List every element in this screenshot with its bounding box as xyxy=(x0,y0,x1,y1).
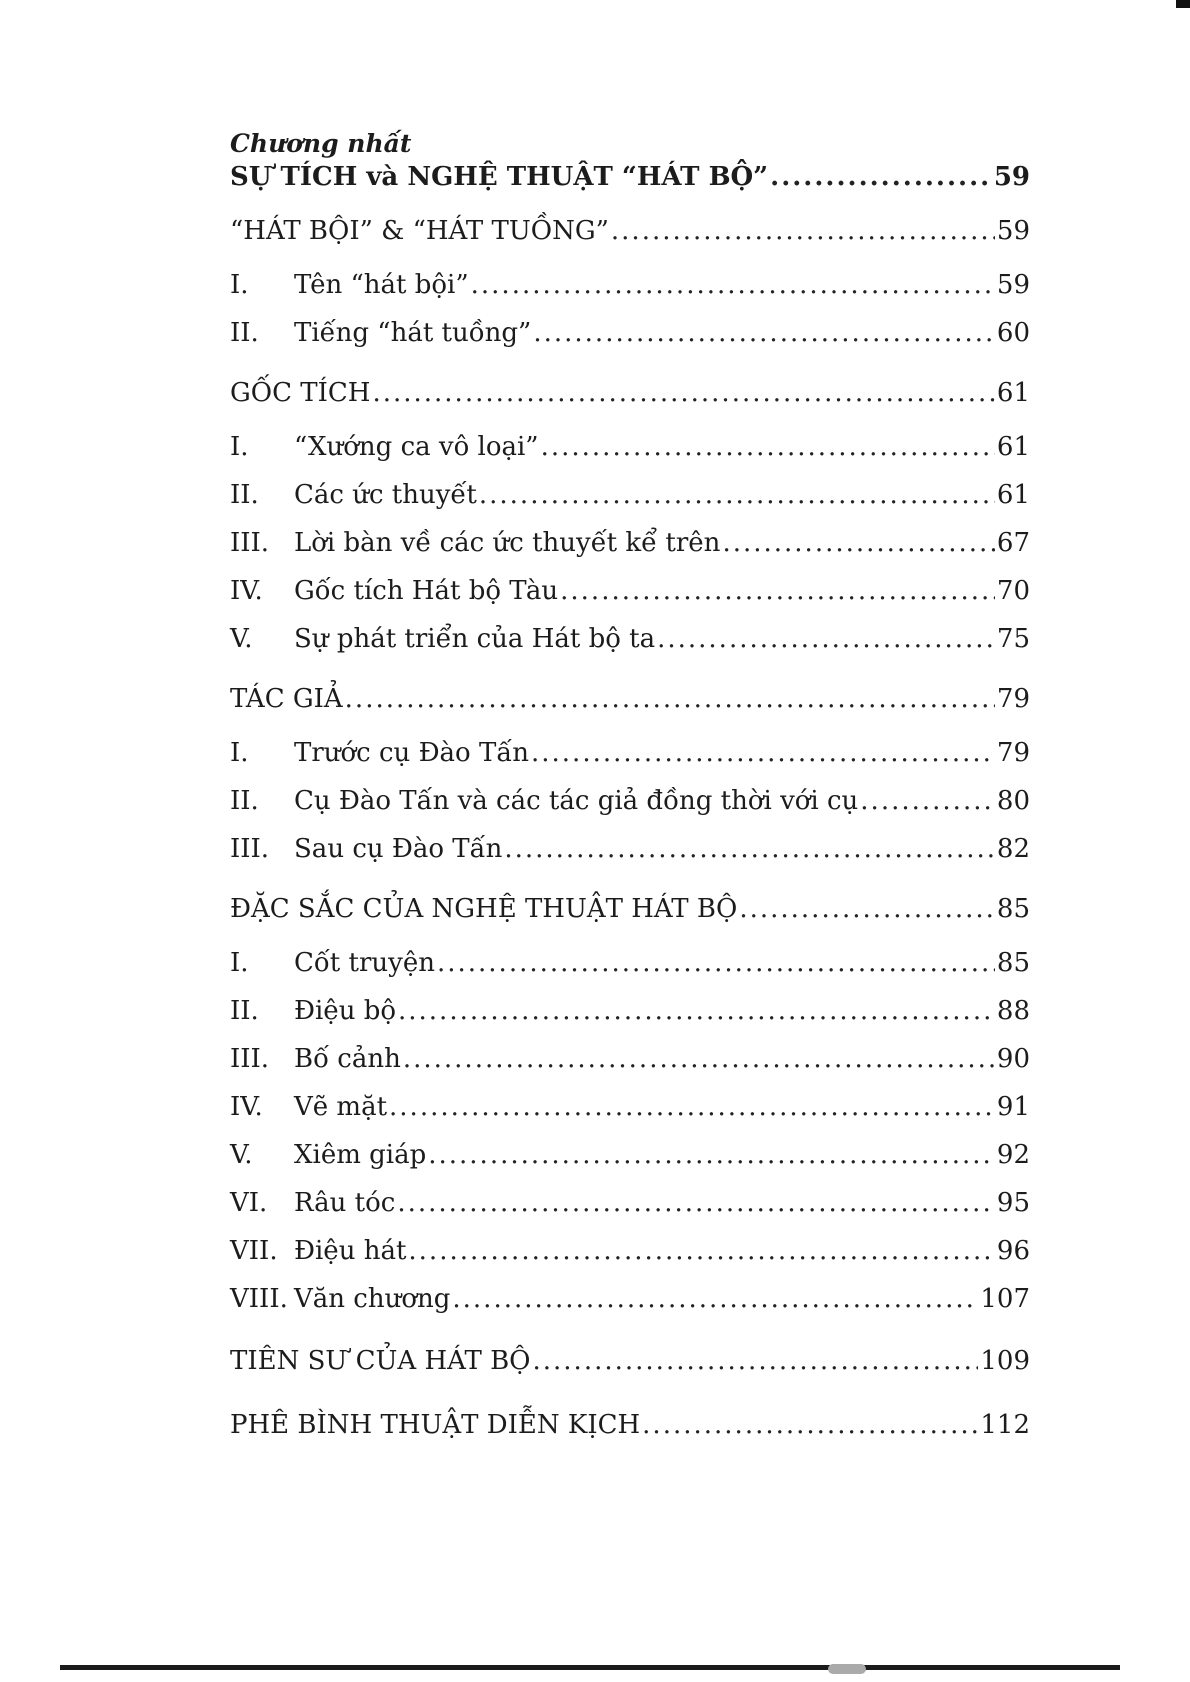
item-number: IV. xyxy=(230,1092,263,1122)
toc-entry-row xyxy=(230,268,1030,302)
dot-leader xyxy=(533,1344,979,1378)
item-number: VII. xyxy=(230,1236,278,1266)
dot-leader xyxy=(722,526,994,560)
page-number: 59 xyxy=(993,162,1030,192)
dot-leader xyxy=(533,316,995,350)
section-title: TIÊN SƯ CỦA HÁT BỘ xyxy=(230,1346,531,1376)
item-number: V. xyxy=(230,1140,253,1170)
item-title: Râu tóc xyxy=(294,1188,396,1218)
item-title: Tiếng “hát tuồng” xyxy=(294,318,532,348)
page-number: 92 xyxy=(996,1140,1030,1170)
item-title: Vẽ mặt xyxy=(294,1092,388,1122)
page-number: 79 xyxy=(996,684,1030,714)
toc-entry-row xyxy=(230,574,1030,608)
dot-leader xyxy=(408,1234,995,1268)
page-number: 109 xyxy=(980,1346,1030,1376)
item-title: Điệu hát xyxy=(294,1236,407,1266)
section-row xyxy=(230,376,1030,410)
toc-entry-row xyxy=(230,1090,1030,1124)
dot-leader xyxy=(403,1042,995,1076)
page-corner-mark xyxy=(1176,0,1190,8)
page-number: 95 xyxy=(996,1188,1030,1218)
section-row xyxy=(230,214,1030,248)
page-bottom-edge xyxy=(60,1665,1120,1670)
item-number: II. xyxy=(230,786,259,816)
toc-entry-row xyxy=(230,736,1030,770)
page-number: 61 xyxy=(996,432,1030,462)
dot-leader xyxy=(398,994,995,1028)
item-title: Sự phát triển của Hát bộ ta xyxy=(294,624,656,654)
dot-leader xyxy=(504,832,995,866)
toc-entry-row xyxy=(230,946,1030,980)
item-number: III. xyxy=(230,834,270,864)
section-title: “HÁT BỘI” & “HÁT TUỒNG” xyxy=(230,216,609,246)
page-number: 82 xyxy=(996,834,1030,864)
item-title: Cốt truyện xyxy=(294,948,435,978)
toc-entry-row xyxy=(230,316,1030,350)
toc-entry-row xyxy=(230,1042,1030,1076)
section-row xyxy=(230,682,1030,716)
page-number: 90 xyxy=(996,1044,1030,1074)
item-number: II. xyxy=(230,318,259,348)
item-number: VI. xyxy=(230,1188,268,1218)
chapter-title: SỰ TÍCH và NGHỆ THUẬT “HÁT BỘ” xyxy=(230,162,769,192)
dot-leader xyxy=(770,160,992,194)
dot-leader xyxy=(437,946,995,980)
page-number: 88 xyxy=(996,996,1030,1026)
item-title: Trước cụ Đào Tấn xyxy=(294,738,529,768)
item-title: “Xướng ca vô loại” xyxy=(294,432,539,462)
toc-entry-row xyxy=(230,526,1030,560)
dot-leader xyxy=(860,784,995,818)
page-number: 85 xyxy=(996,948,1030,978)
item-number: VIII. xyxy=(230,1284,288,1314)
item-title: Các ức thuyết xyxy=(294,480,477,510)
page-number: 85 xyxy=(996,894,1030,924)
dot-leader xyxy=(531,736,995,770)
dot-leader xyxy=(389,1090,995,1124)
page-number: 80 xyxy=(996,786,1030,816)
dot-leader xyxy=(345,682,995,716)
section-title: PHÊ BÌNH THUẬT DIỄN KỊCH xyxy=(230,1410,641,1440)
item-number: V. xyxy=(230,624,253,654)
item-number: III. xyxy=(230,528,270,558)
item-title: Xiêm giáp xyxy=(294,1140,427,1170)
page-number: 59 xyxy=(996,216,1030,246)
page-number: 96 xyxy=(996,1236,1030,1266)
dot-leader xyxy=(452,1282,978,1316)
toc-entry-row xyxy=(230,994,1030,1028)
item-number: I. xyxy=(230,270,249,300)
toc-entry-row xyxy=(230,1138,1030,1172)
section-title: TÁC GIẢ xyxy=(230,684,343,714)
dot-leader xyxy=(611,214,995,248)
item-title: Văn chương xyxy=(294,1284,451,1314)
item-title: Sau cụ Đào Tấn xyxy=(294,834,503,864)
page-number: 61 xyxy=(996,480,1030,510)
page-number: 67 xyxy=(996,528,1030,558)
dot-leader xyxy=(471,268,995,302)
toc-entry-row xyxy=(230,1234,1030,1268)
dot-leader xyxy=(479,478,995,512)
dot-leader xyxy=(657,622,995,656)
chapter-title-row xyxy=(230,160,1030,194)
dot-leader xyxy=(560,574,995,608)
item-title: Cụ Đào Tấn và các tác giả đồng thời với cụ xyxy=(294,786,859,816)
toc-entry-row xyxy=(230,430,1030,464)
dot-leader xyxy=(739,892,995,926)
toc-entry-row xyxy=(230,478,1030,512)
section-list xyxy=(230,214,1030,1442)
section-title: GỐC TÍCH xyxy=(230,378,371,408)
item-number: I. xyxy=(230,738,249,768)
toc-entry-row xyxy=(230,832,1030,866)
page-number: 79 xyxy=(996,738,1030,768)
section-row xyxy=(230,892,1030,926)
item-title: Gốc tích Hát bộ Tàu xyxy=(294,576,559,606)
section-title: ĐẶC SẮC CỦA NGHỆ THUẬT HÁT BỘ xyxy=(230,894,738,924)
item-title: Tên “hát bội” xyxy=(294,270,469,300)
toc-entry-row xyxy=(230,622,1030,656)
section-row xyxy=(230,1408,1030,1442)
dot-leader xyxy=(428,1138,995,1172)
item-number: II. xyxy=(230,996,259,1026)
page-number: 75 xyxy=(996,624,1030,654)
item-number: III. xyxy=(230,1044,270,1074)
page-number: 91 xyxy=(996,1092,1030,1122)
table-of-contents xyxy=(230,128,1030,1442)
dot-leader xyxy=(372,376,994,410)
page-number: 107 xyxy=(980,1284,1030,1314)
dot-leader xyxy=(642,1408,978,1442)
toc-entry-row xyxy=(230,1282,1030,1316)
dot-leader xyxy=(397,1186,995,1220)
page-number: 61 xyxy=(996,378,1030,408)
page-number: 59 xyxy=(996,270,1030,300)
section-row xyxy=(230,1344,1030,1378)
item-number: I. xyxy=(230,432,249,462)
item-title: Điệu bộ xyxy=(294,996,396,1026)
item-title: Bố cảnh xyxy=(294,1044,401,1074)
item-number: II. xyxy=(230,480,259,510)
chapter-label: Chương nhất xyxy=(230,129,412,158)
page-number: 70 xyxy=(996,576,1030,606)
page-number: 60 xyxy=(996,318,1030,348)
item-number: I. xyxy=(230,948,249,978)
item-title: Lời bàn về các ức thuyết kể trên xyxy=(294,528,721,558)
page-smudge xyxy=(828,1664,866,1674)
dot-leader xyxy=(541,430,995,464)
item-number: IV. xyxy=(230,576,263,606)
toc-entry-row xyxy=(230,784,1030,818)
toc-entry-row xyxy=(230,1186,1030,1220)
page-number: 112 xyxy=(980,1410,1030,1440)
